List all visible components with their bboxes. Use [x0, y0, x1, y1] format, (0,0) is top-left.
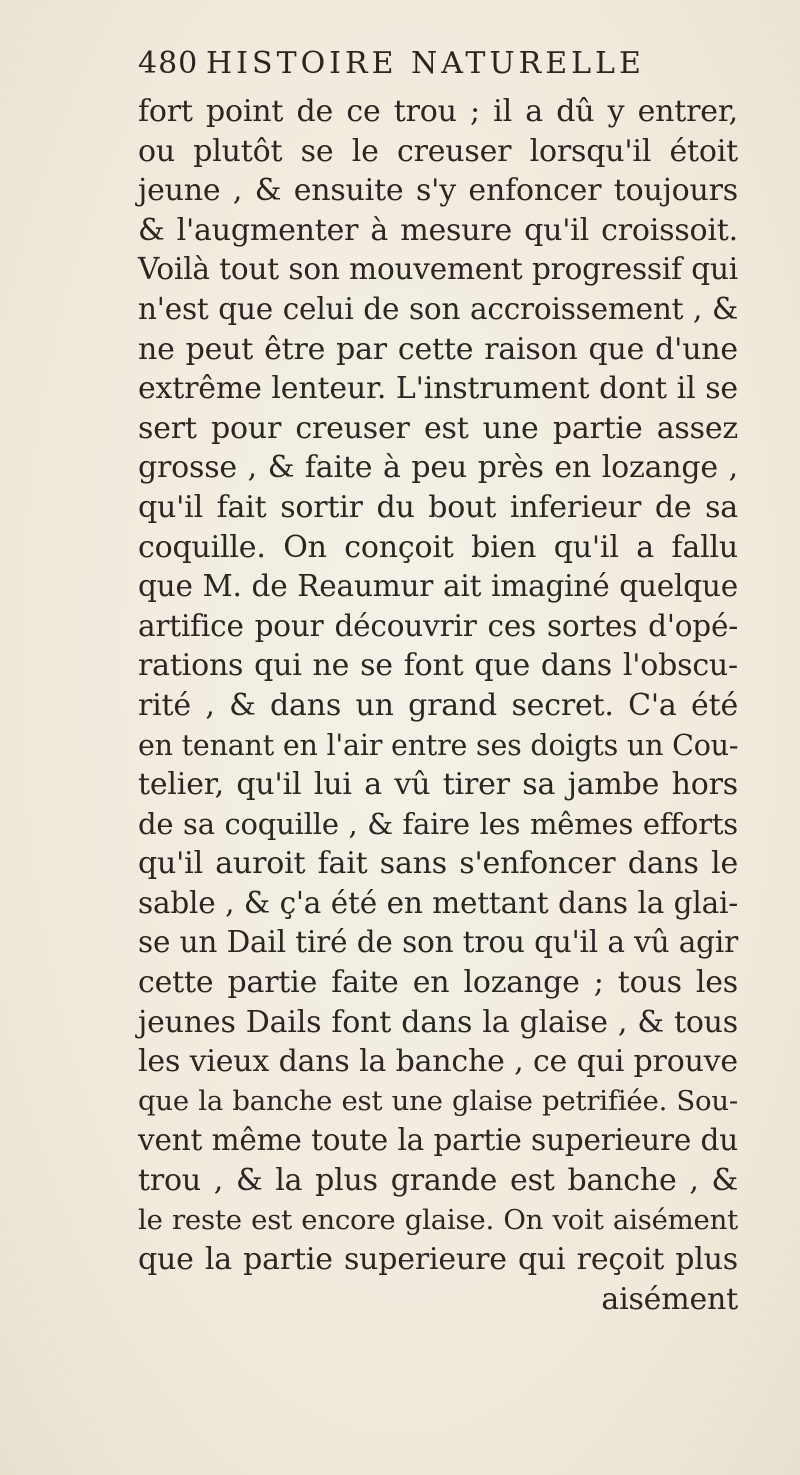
- running-title: HISTOIRE NATURELLE: [206, 46, 645, 81]
- text-line: en tenant en l'air entre ses doigts un Cou-: [138, 728, 739, 762]
- text-line: ne peut être par cette raison que d'une: [138, 331, 738, 367]
- text-line: fort point de ce trou ; il a dû y entrer,: [138, 94, 738, 129]
- text-line: vent même toute la partie superieure du: [138, 1123, 738, 1158]
- body-text: [138, 92, 738, 1319]
- text-line: sert pour creuser est une partie assez: [138, 410, 738, 446]
- catchword: aisément: [601, 1281, 738, 1317]
- text-line: rations qui ne se font que dans l'obscu-: [138, 648, 738, 684]
- text-line: qu'il fait sortir du bout inferieur de sa: [138, 489, 738, 525]
- text-line: grosse , & faite à peu près en lozange ,: [138, 450, 738, 486]
- text-line: les vieux dans la banche , ce qui prouve: [138, 1044, 738, 1080]
- text-line: artifice pour découvrir ces sortes d'opé-: [138, 608, 738, 643]
- text-line: le reste est encore glaise. On voit aisément: [138, 1203, 738, 1236]
- text-line: que la partie superieure qui reçoit plus: [138, 1242, 738, 1278]
- text-line: que M. de Reaumur ait imaginé quelque: [138, 569, 738, 604]
- text-line: jeune , & ensuite s'y enfoncer toujours: [138, 173, 738, 209]
- text-line: jeunes Dails font dans la glaise , & tous: [138, 1004, 738, 1040]
- text-line: que la banche est une glaise petrifiée. Sou-: [138, 1084, 738, 1117]
- text-line: cette partie faite en lozange ; tous les: [138, 965, 738, 1001]
- text-line: rité , & dans un grand secret. C'a été: [138, 687, 738, 723]
- text-line: & l'augmenter à mesure qu'il croissoit.: [138, 212, 738, 248]
- text-line: Voilà tout son mouvement progressif qui: [138, 252, 738, 287]
- text-line: se un Dail tiré de son trou qu'il a vû agir: [138, 925, 738, 960]
- text-line: extrême lenteur. L'instrument dont il se: [138, 371, 738, 407]
- text-line: trou , & la plus grande est banche , &: [138, 1163, 738, 1199]
- page-number: 480: [138, 46, 199, 81]
- text-line: telier, qu'il lui a vû tirer sa jambe hors: [138, 767, 738, 803]
- text-line: ou plutôt se le creuser lorsqu'il étoit: [138, 133, 738, 169]
- page-header: [138, 42, 698, 90]
- text-line: qu'il auroit fait sans s'enfoncer dans le: [138, 846, 738, 882]
- text-line: n'est que celui de son accroissement , &: [138, 291, 738, 326]
- text-line: de sa coquille , & faire les mêmes efforts: [138, 806, 738, 841]
- text-line: coquille. On conçoit bien qu'il a fallu: [138, 529, 738, 565]
- text-line: sable , & ç'a été en mettant dans la glai-: [138, 885, 738, 920]
